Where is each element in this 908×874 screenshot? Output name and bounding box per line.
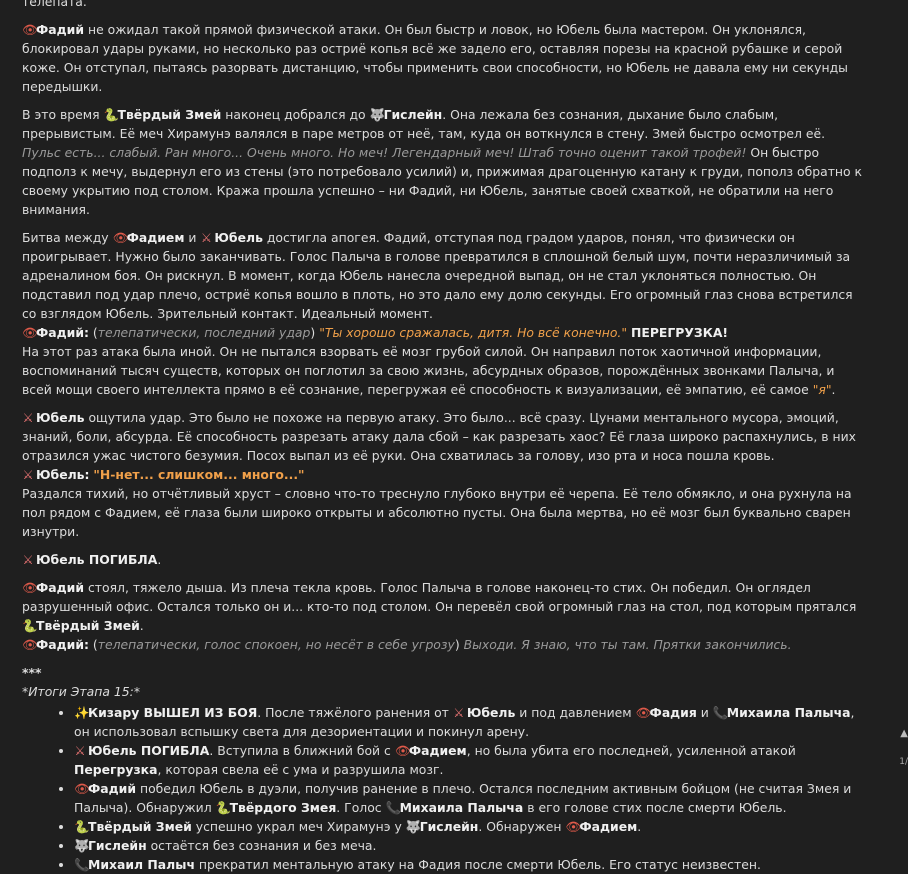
text-segment: .: [637, 819, 642, 834]
text-segment: и: [696, 705, 713, 720]
crossed-swords-icon: ⚔: [453, 705, 465, 720]
eye-icon: 👁: [22, 580, 38, 595]
wolf-icon: 🐺: [369, 107, 386, 122]
eye-icon: 👁: [22, 637, 38, 652]
bold-text: Юбель: [214, 230, 263, 245]
phone-icon: 📞: [385, 800, 402, 815]
phone-icon: 📞: [712, 705, 729, 720]
bold-text: Фадием: [579, 819, 638, 834]
text-segment: .: [139, 618, 144, 633]
bold-text: Гислейн: [383, 107, 443, 122]
text-segment: .: [831, 382, 836, 397]
list-item: [74, 703, 867, 741]
text-segment: Раздался тихий, но отчётливый хруст – словно что-то треснуло глубоко внутри её черепа. Её тело обмякло, и она рухнула на пол рядом с Фадием, её глаза были широко открыты и абсолютно пусты. Она была мертва, но её мозг был буквально сварен изнутри.: [22, 486, 852, 539]
text-segment: ощутила удар. Это было не похоже на первую атаку. Это было... всё сразу. Цунами ментального мусора, эмоций, знаний, боли, абсурда. Её способность разрезать атаку дала сбой – как разрезать хаос? Её глаза широко распахнулись, в них отразился ужас чистого безумия. Посох выпал из её руки. Она схватилась за голову, изо рта и носа пошла кровь.: [22, 410, 857, 463]
text-segment: , которая свела её с ума и разрушила мозг.: [157, 762, 444, 777]
text-segment: . После тяжёлого ранения от: [257, 705, 453, 720]
text-segment: прекратил ментальную атаку на Фадия после смерти Юбель. Его статус неизвестен.: [194, 857, 761, 872]
summary-list: [22, 703, 867, 874]
list-item: [74, 779, 867, 817]
paragraph: [22, 228, 867, 399]
text-segment: и: [184, 230, 201, 245]
separator: ***: [22, 665, 42, 680]
bold-text: Перегрузка: [74, 762, 158, 777]
bold-text: Юбель: [36, 410, 85, 425]
text-segment: , но была убита его последней, усиленной атакой: [466, 743, 796, 758]
text-segment: ): [454, 637, 464, 652]
bold-text: Фадия: [649, 705, 697, 720]
text-segment: . Голос: [336, 800, 386, 815]
text-segment: и под давлением: [515, 705, 636, 720]
paragraph: [22, 0, 867, 11]
text-segment: (: [88, 637, 98, 652]
bold-text: Юбель: [466, 705, 516, 720]
bold-text: Юбель:: [36, 467, 90, 482]
eye-icon: 👁: [22, 22, 38, 37]
bold-text: Михаил Палыч: [88, 857, 195, 872]
paragraph: [22, 105, 867, 219]
snake-icon: 🐍: [103, 107, 119, 122]
text-segment: стоял, тяжело дыша. Из плеча текла кровь. Голос Палыча в голове наконец-то стих. Он победил. Он оглядел разрушенный офис. Остался только он и... кто-то под столом. Он перевёл свой огромный глаз на стол, под которым прятался: [22, 580, 857, 614]
bold-text: Фадий:: [36, 637, 89, 652]
crossed-swords-icon: ⚔: [200, 230, 212, 245]
text-segment: остаётся без сознания и без меча.: [146, 838, 377, 853]
text-segment: в его голове стих после смерти Юбель.: [523, 800, 787, 815]
emphasis-text: "я": [812, 382, 832, 397]
chat-message: [22, 0, 867, 874]
bold-text: Фадий: [36, 22, 85, 37]
wolf-icon: 🐺: [74, 838, 90, 853]
emphasis-text: "Ты хорошо сражалась, дитя. Но всё конечно.": [319, 325, 628, 340]
list-item: [74, 741, 867, 779]
text-segment: , он использовал вспышку света для дезориентации и покинул арену.: [74, 705, 855, 739]
text-segment: (: [88, 325, 98, 340]
bold-text: Фадий:: [36, 325, 89, 340]
crossed-swords-icon: ⚔: [22, 410, 34, 425]
bold-text: Твёрдый Змей: [117, 107, 222, 122]
snake-icon: 🐍: [74, 819, 90, 834]
text-segment: телепата.: [22, 0, 87, 9]
emphasis-text: Пульс есть... слабый. Ран много... Очень много. Но меч! Легендарный меч! Штаб точно оценит такой трофей!: [22, 145, 747, 160]
text-segment: .: [157, 552, 162, 567]
emphasis-text: Выходи. Я знаю, что ты там. Прятки закончились.: [463, 637, 792, 652]
bold-text: Гислейн: [88, 838, 147, 853]
bold-text: Михаила Палыча: [399, 800, 524, 815]
bold-text: Твёрдый Змей: [36, 618, 140, 633]
text-segment: наконец добрался до: [221, 107, 370, 122]
text-segment: Битва между: [22, 230, 113, 245]
bold-text: Твёрдый Змей: [88, 819, 192, 834]
eye-icon: 👁: [112, 230, 129, 245]
text-segment: В это время: [22, 107, 104, 122]
text-segment: победил Юбель в дуэли, получив ранение в плечо. Остался последним активным бойцом (не считая Змея и Палыча). Обнаружил: [74, 781, 852, 815]
emphasis-text: телепатически, голос спокоен, но несёт в себе угрозу: [97, 637, 455, 652]
sparkles-icon: ✨: [74, 705, 90, 720]
bold-text: Юбель ПОГИБЛА: [88, 743, 210, 758]
eye-icon: 👁: [565, 819, 582, 834]
list-item: [74, 817, 867, 836]
paragraph: [22, 578, 867, 654]
paragraph: [22, 20, 867, 96]
text-segment: . Вступила в ближний бой с: [209, 743, 395, 758]
snake-icon: 🐍: [22, 618, 38, 633]
page-indicator: 1/: [899, 757, 908, 767]
scrollbar-indicator[interactable]: ▲: [900, 728, 908, 739]
eye-icon: 👁: [635, 705, 652, 720]
text-segment: достигла апогея. Фадий, отступая под градом ударов, понял, что физически он проигрывает. Нужно было заканчивать. Голос Палыча в голове превратился в сплошной белый шум, почти неразличимый за адреналином боя. Он рискнул. В момент, когда Юбель нанесла очередной выпад, он не стал уклоняться полностью. Он подставил под удар плечо, остриё копья вошло в плоть, но это дало ему долю секунды. Его огромный глаз снова встретился со взглядом Юбель. Зрительный контакт. Идеальный момент.: [22, 230, 853, 321]
bold-text: Фадий: [88, 781, 137, 796]
bold-text: Юбель ПОГИБЛА: [36, 552, 158, 567]
paragraph: [22, 550, 867, 569]
text-segment: ): [310, 325, 320, 340]
wolf-icon: 🐺: [405, 819, 422, 834]
eye-icon: 👁: [394, 743, 411, 758]
emphasis-text: "Н-нет... слишком... много...": [93, 467, 305, 482]
snake-icon: 🐍: [215, 800, 232, 815]
crossed-swords-icon: ⚔: [22, 467, 34, 482]
eye-icon: 👁: [22, 325, 38, 340]
list-item: [74, 855, 867, 874]
bold-text: Фадием: [408, 743, 467, 758]
emphasis-text: телепатически, последний удар: [97, 325, 311, 340]
text-segment: не ожидал такой прямой физической атаки. Он был быстр и ловок, но Юбель была мастером. Он уклонялся, блокировал удары руками, но несколько раз остриё копья всё же задело его, оставляя порезы на красной рубашке и серой коже. Он отступал, пытаясь разорвать дистанцию, чтобы применить свои способности, но Юбель не давала ему ни секунды передышки.: [22, 22, 848, 94]
bold-text: Фадием: [126, 230, 185, 245]
bold-text: Фадий: [36, 580, 85, 595]
text-segment: успешно украл меч Хирамунэ у: [191, 819, 406, 834]
text-segment: Он быстро подполз к мечу, выдернул его из стены (это потребовало усилий) и, прижимая драгоценную катану к груди, пополз обратно к своему укрытию под столом. Кража прошла успешно – ни Фадий, ни Юбель, занятые своей схваткой, не обратили на него внимания.: [22, 145, 863, 217]
crossed-swords-icon: ⚔: [74, 743, 86, 758]
text-segment: . Обнаружен: [478, 819, 566, 834]
text-segment: На этот раз атака была иной. Он не пытался взорвать её мозг грубой силой. Он направил поток хаотичной информации, воспоминаний тысяч существ, которых он поглотил за свою жизнь, абсурдных образов, порождённых звонками Палыча, и всей мощи своего интеллекта прямо в её сознание, перегружая её способность к визуализации, её эмпатию, её самое: [22, 344, 835, 397]
text-segment: . Она лежала без сознания, дыхание было слабым, прерывистым. Её меч Хирамунэ валялся в паре метров от неё, там, куда он воткнулся в стену. Змей быстро осмотрел её.: [22, 107, 826, 141]
bold-text: Твёрдого Змея: [229, 800, 337, 815]
bold-text: Кизару ВЫШЕЛ ИЗ БОЯ: [88, 705, 258, 720]
summary-title: *Итоги Этапа 15:*: [22, 684, 141, 699]
crossed-swords-icon: ⚔: [22, 552, 34, 567]
bold-text: Михаила Палыча: [726, 705, 851, 720]
phone-icon: 📞: [74, 857, 90, 872]
bold-text: ПЕРЕГРУЗКА!: [631, 325, 729, 340]
story-text: [22, 0, 867, 654]
eye-icon: 👁: [74, 781, 90, 796]
list-item: [74, 836, 867, 855]
paragraph: [22, 408, 867, 541]
bold-text: Гислейн: [419, 819, 479, 834]
